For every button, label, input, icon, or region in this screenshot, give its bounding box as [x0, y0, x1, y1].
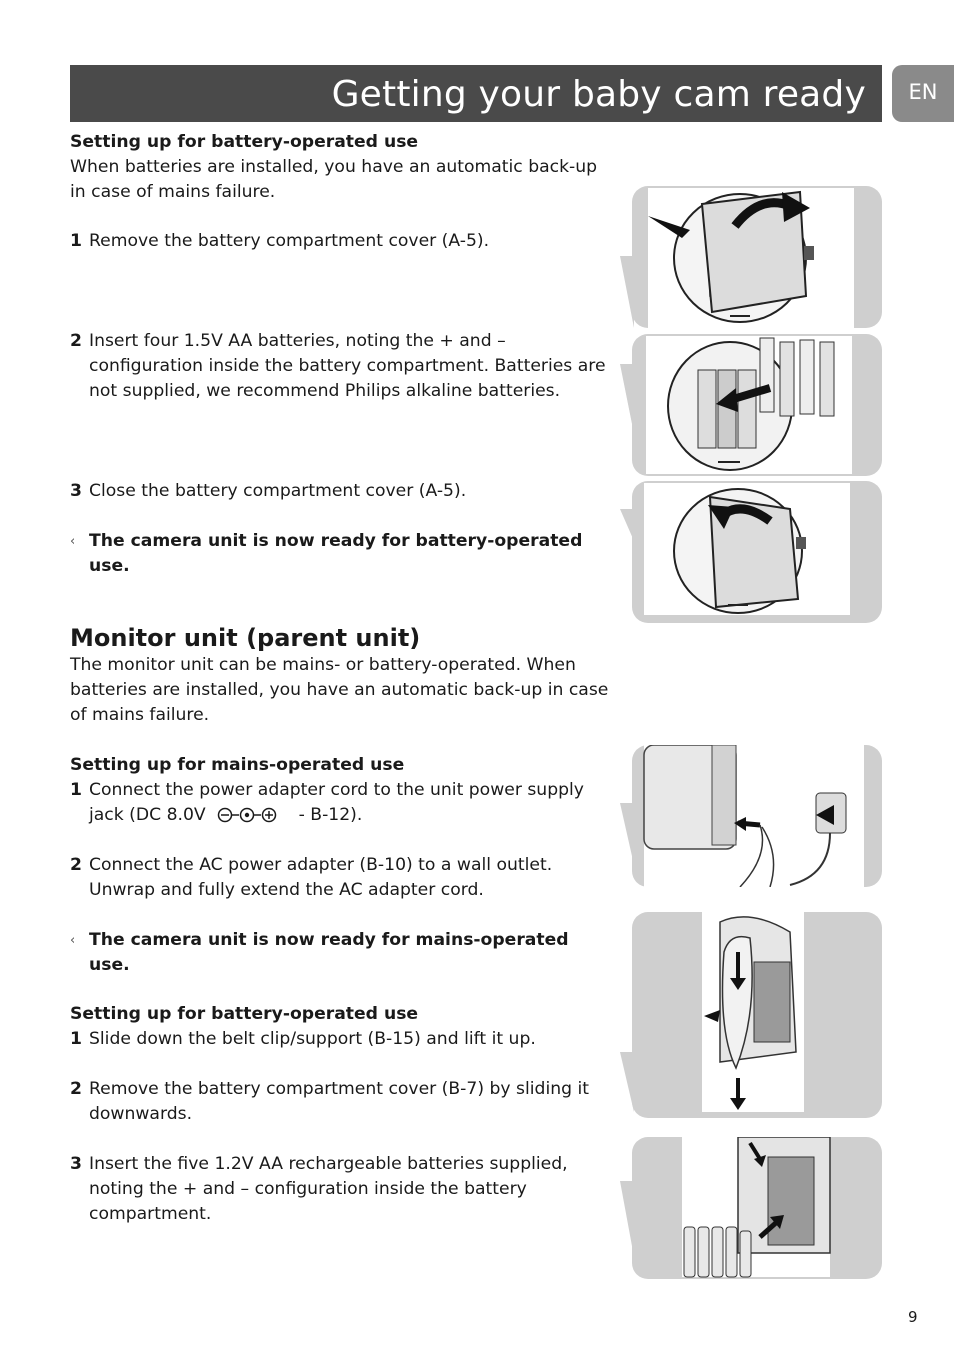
- monitor-battery-heading: Setting up for battery-operated use: [70, 1004, 419, 1024]
- figure-insert-rechargeables: [620, 1137, 882, 1279]
- step-number: 2: [70, 1079, 82, 1099]
- camera-step-1: [70, 229, 610, 254]
- monitor-mains-heading: Setting up for mains-operated use: [70, 755, 405, 775]
- step-text: Close the battery compartment cover (A-5).: [89, 481, 467, 501]
- monitor-battery-section: [70, 1002, 610, 1227]
- camera-battery-heading: Setting up for battery-operated use: [70, 132, 419, 152]
- figure-mains-adapter: [620, 745, 882, 887]
- figure-insert-batteries: [620, 334, 882, 476]
- monitor-heading: Monitor unit (parent unit): [70, 624, 421, 652]
- step-text: Slide down the belt clip/support (B-15) and lift it up.: [89, 1029, 536, 1049]
- figure-belt-clip: [620, 912, 882, 1118]
- result-arrow-icon: ‹: [70, 933, 76, 948]
- monitor-intro: The monitor unit can be mains- or battery-operated. When batteries are installed, you have an automatic back-up in case of mains failure.: [70, 655, 609, 725]
- figure-close-cover: [620, 481, 882, 623]
- step-number: 2: [70, 855, 82, 875]
- step-text: Insert four 1.5V AA batteries, noting the + and – configuration inside the battery compartment. Batteries are not supplied, we recommend Philips alkaline batteries.: [89, 331, 606, 401]
- monitor-mains-section: [70, 753, 610, 978]
- camera-battery-intro: When batteries are installed, you have an automatic back-up in case of mains failure.: [70, 157, 598, 202]
- camera-step-2: [70, 329, 610, 404]
- result-arrow-icon: ‹: [70, 534, 76, 549]
- step-text: Remove the battery compartment cover (A-5).: [89, 231, 490, 251]
- step-text: Remove the battery compartment cover (B-7) by sliding it downwards.: [89, 1079, 590, 1124]
- step-number: 3: [70, 481, 82, 501]
- result-text: The camera unit is now ready for mains-operated use.: [89, 930, 569, 975]
- step-text: Connect the power adapter cord to the unit power supply jack (DC 8.0V: [89, 780, 584, 825]
- page-number: 9: [908, 1308, 918, 1326]
- step-number: 1: [70, 780, 82, 800]
- result-text: The camera unit is now ready for battery-operated use.: [89, 531, 583, 576]
- step-number: 1: [70, 231, 82, 251]
- step-text: Insert the five 1.2V AA rechargeable batteries supplied, noting the + and – configuration inside the battery compartment.: [89, 1154, 568, 1224]
- camera-battery-result: [70, 529, 610, 579]
- step-number: 3: [70, 1154, 82, 1174]
- step-text: Connect the AC power adapter (B-10) to a wall outlet. Unwrap and fully extend the AC adapter cord.: [89, 855, 553, 900]
- figure-remove-cover: [620, 186, 882, 328]
- step-number: 2: [70, 331, 82, 351]
- language-tab: EN: [892, 65, 954, 122]
- camera-step-3: [70, 479, 610, 504]
- page-title: Getting your baby cam ready: [331, 74, 866, 115]
- step-number: 1: [70, 1029, 82, 1049]
- header-bar: [70, 65, 882, 122]
- dc-polarity-icon: [217, 807, 287, 823]
- camera-battery-section: [70, 130, 610, 205]
- step-text-suffix: - B-12).: [298, 805, 363, 825]
